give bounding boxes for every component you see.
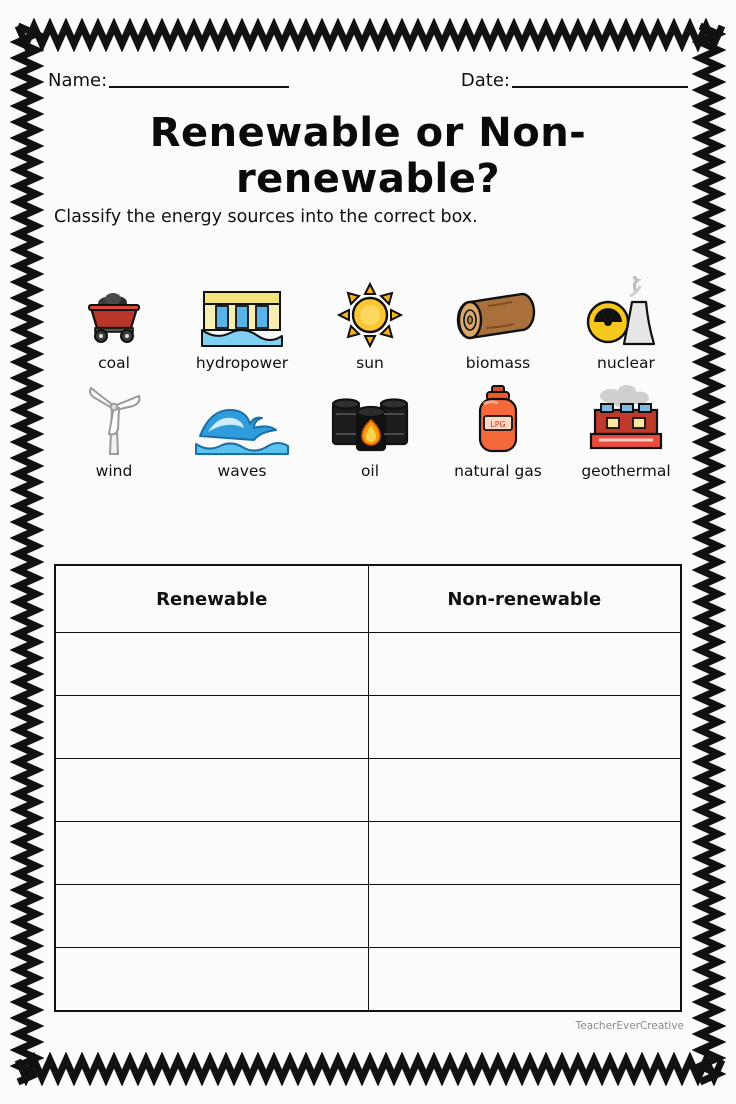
answer-cell-renewable[interactable] xyxy=(55,633,368,696)
energy-source-label: nuclear xyxy=(597,354,655,372)
answer-cell-renewable[interactable] xyxy=(55,696,368,759)
column-header-renewable: Renewable xyxy=(55,565,368,633)
credit-text: TeacherEverCreative xyxy=(575,1020,684,1032)
energy-source-label: oil xyxy=(360,462,380,480)
table-row xyxy=(55,759,681,822)
table-row xyxy=(55,948,681,1012)
sun-icon xyxy=(337,274,403,348)
energy-source-label: sun xyxy=(356,354,384,372)
zigzag-border-top xyxy=(0,18,736,52)
energy-source-row xyxy=(50,274,690,372)
energy-source-label: geothermal xyxy=(581,462,671,480)
wave-icon xyxy=(192,382,292,456)
dam-icon xyxy=(194,274,290,348)
energy-source-item-oil xyxy=(306,382,434,480)
table-row xyxy=(55,822,681,885)
energy-source-label: wind xyxy=(95,462,133,480)
energy-source-label: biomass xyxy=(465,354,531,372)
table-header-row xyxy=(55,565,681,633)
zigzag-border-left xyxy=(10,0,44,1104)
answer-cell-non-renewable[interactable] xyxy=(368,633,681,696)
geothermal-plant-icon xyxy=(581,382,671,456)
answer-cell-renewable[interactable] xyxy=(55,759,368,822)
energy-source-item-wind xyxy=(50,382,178,480)
zigzag-border-right xyxy=(692,0,726,1104)
answer-cell-renewable[interactable] xyxy=(55,822,368,885)
answer-cell-non-renewable[interactable] xyxy=(368,696,681,759)
oil-barrels-icon xyxy=(323,382,417,456)
page-title: Renewable or Non-renewable? xyxy=(149,110,587,202)
log-icon xyxy=(452,274,544,348)
energy-source-row xyxy=(50,382,690,480)
zigzag-border-bottom xyxy=(0,1052,736,1086)
energy-source-item-waves xyxy=(178,382,306,480)
wind-turbine-icon xyxy=(79,382,149,456)
table-row xyxy=(55,885,681,948)
energy-source-grid xyxy=(50,274,690,480)
answer-cell-renewable[interactable] xyxy=(55,885,368,948)
answer-cell-renewable[interactable] xyxy=(55,948,368,1012)
name-field[interactable] xyxy=(48,70,289,91)
energy-source-item-nuclear xyxy=(562,274,690,372)
name-write-line[interactable] xyxy=(109,86,289,88)
instruction-text: Classify the energy sources into the correct box. xyxy=(54,207,478,227)
energy-source-label: hydropower xyxy=(195,354,289,372)
energy-source-item-biomass xyxy=(434,274,562,372)
energy-source-item-geothermal xyxy=(562,382,690,480)
energy-source-item-sun xyxy=(306,274,434,372)
svg-text:LPG: LPG xyxy=(490,420,506,429)
nuclear-plant-icon xyxy=(584,274,668,348)
energy-source-label: waves xyxy=(217,462,267,480)
classification-table xyxy=(54,564,682,1012)
table-row xyxy=(55,696,681,759)
column-header-non-renewable: Non-renewable xyxy=(368,565,681,633)
answer-cell-non-renewable[interactable] xyxy=(368,948,681,1012)
name-label: Name: xyxy=(48,70,108,91)
date-write-line[interactable] xyxy=(512,86,688,88)
table-row xyxy=(55,633,681,696)
energy-source-label: natural gas xyxy=(454,462,542,480)
answer-cell-non-renewable[interactable] xyxy=(368,822,681,885)
gas-cylinder-icon xyxy=(470,382,526,456)
answer-cell-non-renewable[interactable] xyxy=(368,759,681,822)
energy-source-item-coal xyxy=(50,274,178,372)
name-date-row xyxy=(48,70,688,91)
coal-cart-icon xyxy=(77,274,151,348)
date-field[interactable] xyxy=(461,70,688,91)
answer-cell-non-renewable[interactable] xyxy=(368,885,681,948)
energy-source-item-natural-gas xyxy=(434,382,562,480)
date-label: Date: xyxy=(460,70,510,91)
energy-source-item-hydropower xyxy=(178,274,306,372)
energy-source-label: coal xyxy=(98,354,130,372)
